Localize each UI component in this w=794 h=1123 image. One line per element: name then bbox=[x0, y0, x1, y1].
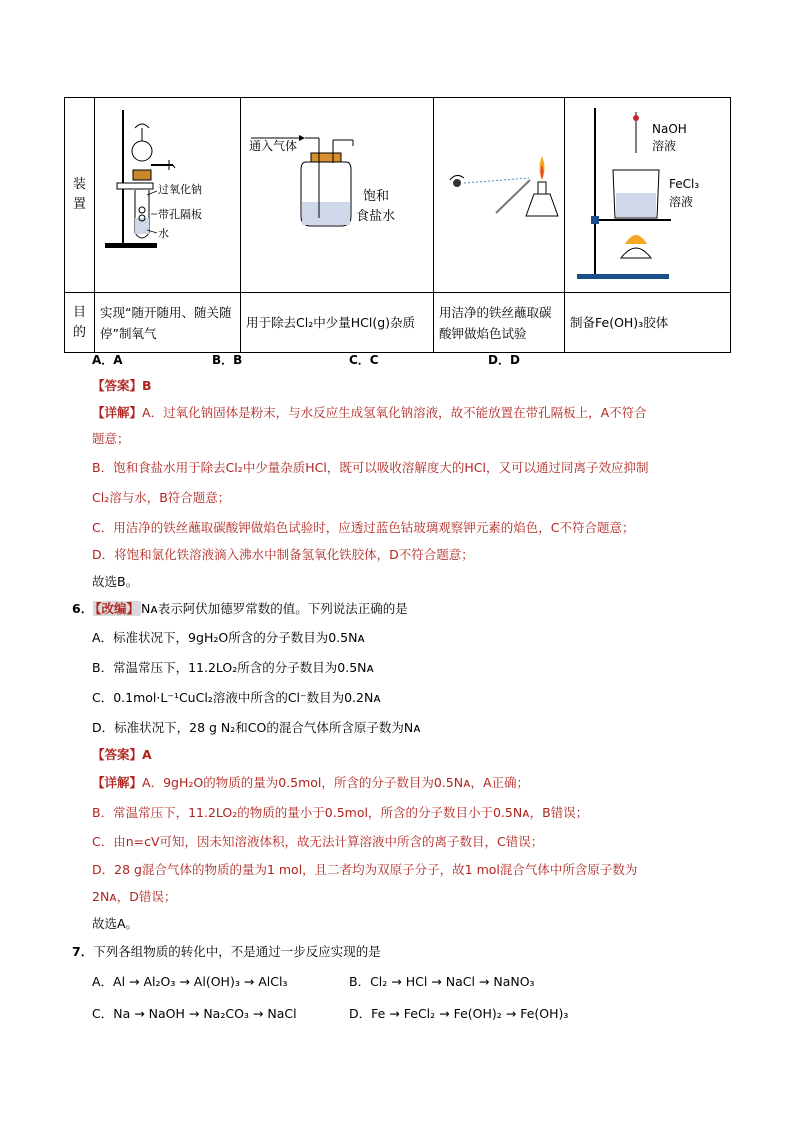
purpose-a: 实现“随开随用、随关随停”制氧气 bbox=[95, 293, 241, 353]
q6-stem: 6． 【改编】 Nᴀ表示阿伏加德罗常数的值。下列说法正确的是 bbox=[72, 601, 408, 616]
q5-answer: 【答案】B bbox=[92, 378, 152, 393]
q5-detail-line-4: Cl₂溶与水，B符合题意； bbox=[92, 490, 231, 505]
gas-washing-bottle-diagram bbox=[241, 98, 434, 288]
q6-answer: 【答案】A bbox=[92, 747, 152, 762]
q6-option-a: A．标准状况下，9gH₂O所含的分子数目为0.5Nᴀ bbox=[92, 630, 365, 645]
label-saturated: 饱和 bbox=[363, 189, 390, 204]
choice-a: A．A bbox=[92, 353, 123, 367]
q7-stem: 7．下列各组物质的转化中，不是通过一步反应实现的是 bbox=[72, 944, 381, 959]
experiment-table bbox=[64, 97, 731, 353]
label-gas-in: 通入气体 bbox=[249, 139, 298, 153]
q7-option-a: A．Al → Al₂O₃ → Al(OH)₃ → AlCl₃ bbox=[92, 974, 288, 989]
q6-option-c: C．0.1mol·L⁻¹CuCl₂溶液中所含的Cl⁻数目为0.2Nᴀ bbox=[92, 690, 381, 705]
q6-detail-line-4: D．28 g混合气体的物质的量为1 mol，且二者均为双原子分子，故1 mol混合气体中所含原子数为 bbox=[92, 862, 638, 877]
q5-detail-line-5: C．用洁净的铁丝蘸取碳酸钾做焰色试验时，应透过蓝色钴玻璃观察钾元素的焰色，C不符合题意； bbox=[92, 520, 635, 535]
colloid-prep-diagram bbox=[565, 98, 731, 288]
row-header-purpose: 目的 bbox=[65, 293, 95, 353]
purpose-b: 用于除去Cl₂中少量HCl(g)杂质 bbox=[241, 293, 434, 353]
choice-c: C．C bbox=[349, 353, 379, 367]
kipp-generator-diagram bbox=[95, 98, 241, 288]
label-sodium-peroxide: 过氧化钠 bbox=[158, 183, 202, 196]
q6-option-d: D．标准状况下，28 g N₂和CO的混合气体所含原子数为Nᴀ bbox=[92, 720, 421, 735]
q5-detail-line-6: D．将饱和氯化铁溶液滴入沸水中制备氢氧化铁胶体，D不符合题意； bbox=[92, 547, 474, 562]
label-naoh-solution: 溶液 bbox=[652, 139, 677, 153]
q7-option-c: C．Na → NaOH → Na₂CO₃ → NaCl bbox=[92, 1006, 297, 1021]
apparatus-b bbox=[241, 98, 434, 293]
label-brine: 食盐水 bbox=[356, 209, 396, 224]
q6-option-b: B．常温常压下，11.2LO₂所含的分子数目为0.5Nᴀ bbox=[92, 660, 374, 675]
label-fecl3: FeCl₃ bbox=[669, 177, 700, 191]
q7-option-d: D．Fe → FeCl₂ → Fe(OH)₂ → Fe(OH)₃ bbox=[349, 1006, 569, 1021]
q6-detail-line-3: C．由n=cV可知，因未知溶液体积，故无法计算溶液中所含的离子数目，C错误； bbox=[92, 834, 544, 849]
q5-detail-line-3: B．饱和食盐水用于除去Cl₂中少量杂质HCl，既可以吸收溶解度大的HCl，又可以通过同离子效应抑制 bbox=[92, 460, 649, 475]
label-naoh: NaOH bbox=[652, 122, 687, 136]
label-fecl3-solution: 溶液 bbox=[669, 195, 694, 209]
q7-option-b: B．Cl₂ → HCl → NaCl → NaNO₃ bbox=[349, 974, 535, 989]
choice-b: B．B bbox=[212, 353, 243, 367]
q6-conclusion: 故选A。 bbox=[92, 916, 139, 931]
q6-detail-line-1: 【详解】A．9gH₂O的物质的量为0.5mol，所含的分子数目为0.5Nᴀ，A正确； bbox=[92, 775, 530, 790]
flame-test-diagram bbox=[434, 98, 565, 288]
label-water: 水 bbox=[158, 227, 169, 240]
choice-d: D．D bbox=[488, 353, 520, 367]
purpose-d: 制备Fe(OH)₃胶体 bbox=[565, 293, 731, 353]
apparatus-d bbox=[565, 98, 731, 293]
q5-conclusion: 故选B。 bbox=[92, 574, 139, 589]
q6-detail-line-5: 2Nᴀ，D错误； bbox=[92, 889, 177, 904]
row-header-apparatus: 装置 bbox=[65, 98, 95, 293]
q5-detail-line-1: 【详解】A．过氧化钠固体是粉末，与水反应生成氢氧化钠溶液，故不能放置在带孔隔板上，A不符合 bbox=[92, 405, 647, 420]
apparatus-c bbox=[434, 98, 565, 293]
apparatus-a bbox=[95, 98, 241, 293]
q5-detail-line-2: 题意； bbox=[92, 431, 130, 446]
label-perforated-plate: 带孔隔板 bbox=[158, 208, 202, 221]
q6-detail-line-2: B．常温常压下，11.2LO₂的物质的量小于0.5mol，所含的分子数目小于0.5Nᴀ，B错误； bbox=[92, 805, 589, 820]
purpose-c: 用洁净的铁丝蘸取碳酸钾做焰色试验 bbox=[434, 293, 565, 353]
